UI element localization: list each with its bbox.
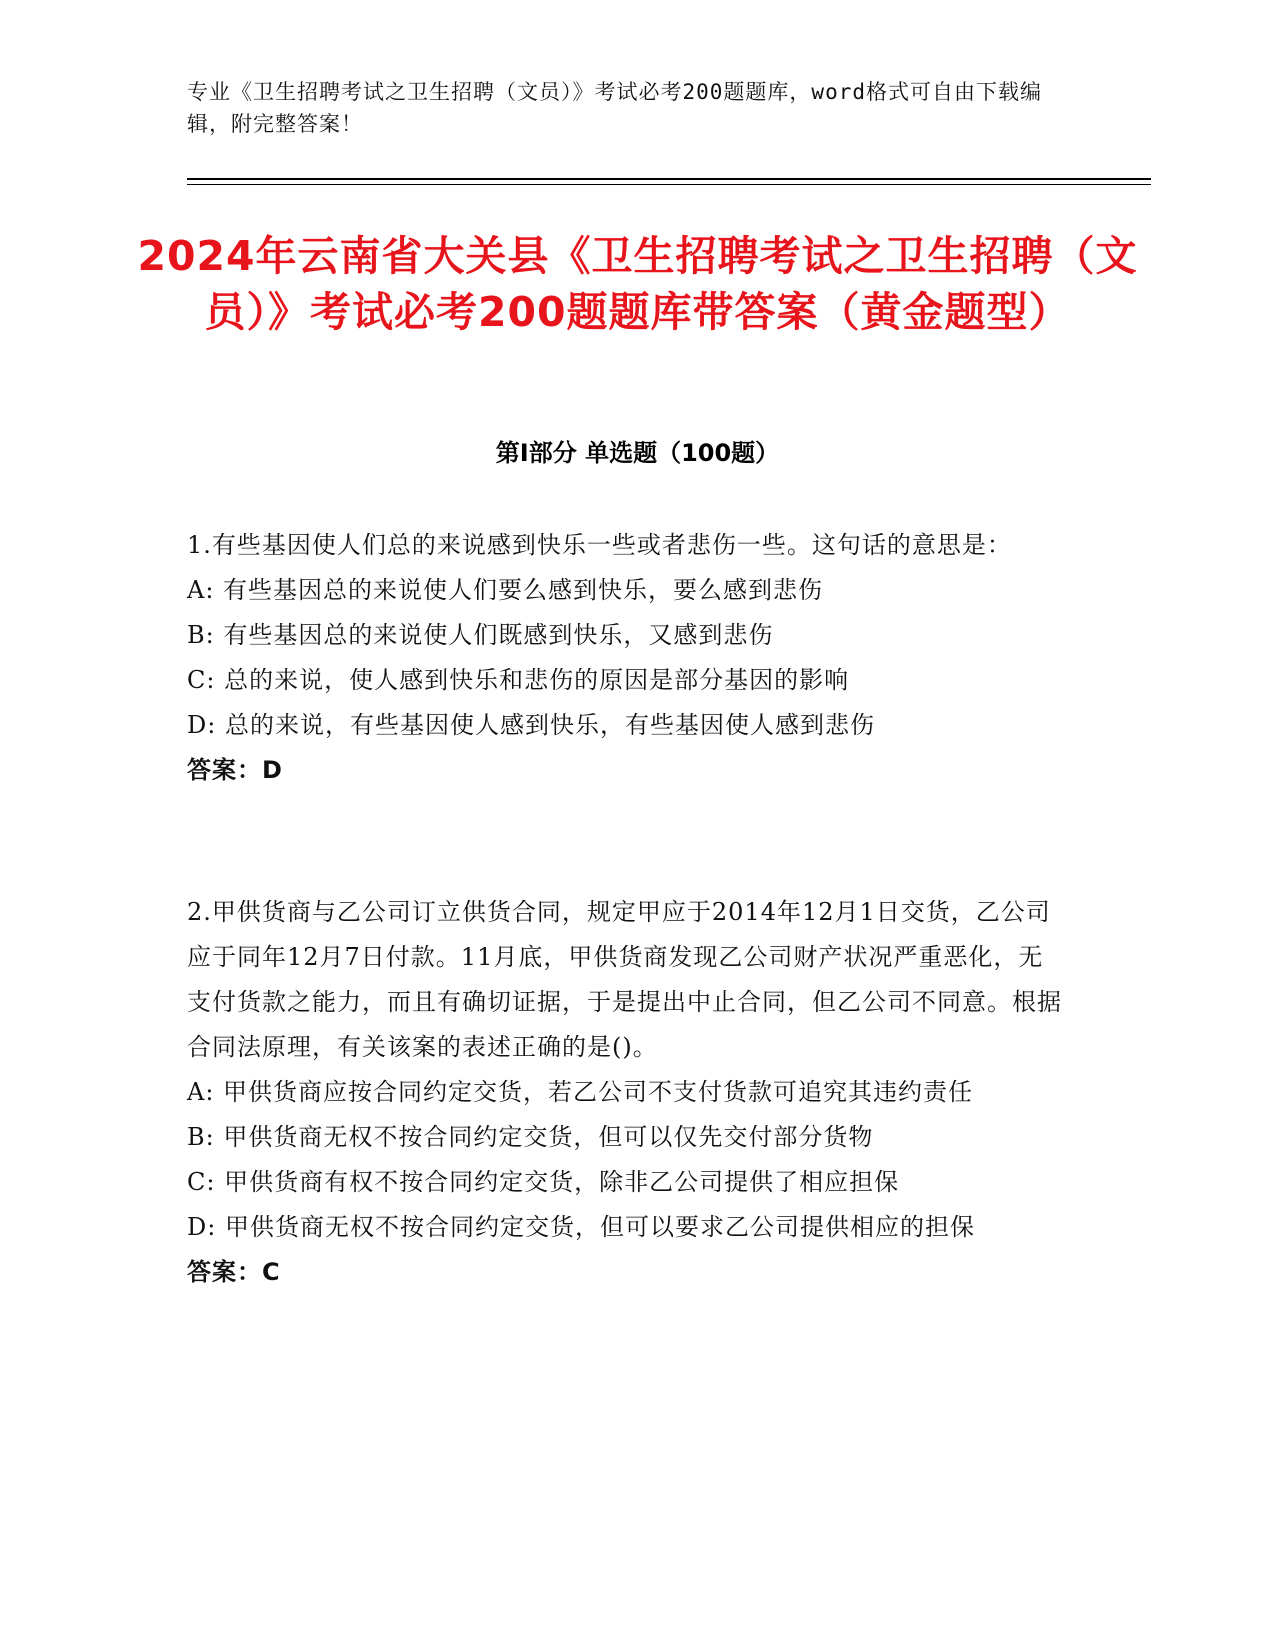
question-1	[187, 523, 1067, 793]
question-stem: 1.有些基因使人们总的来说感到快乐一些或者悲伤一些。这句话的意思是：	[187, 531, 1012, 559]
option-d: D: 总的来说，有些基因使人感到快乐，有些基因使人感到悲伤	[187, 711, 875, 739]
option-a: A: 甲供货商应按合同约定交货，若乙公司不支付货款可追究其违约责任	[187, 1078, 974, 1106]
header-divider-thick	[187, 178, 1151, 180]
document-title: 2024年云南省大关县《卫生招聘考试之卫生招聘（文员）》考试必考200题题库带答案（黄金题型）	[137, 232, 1138, 336]
option-b: B: 有些基因总的来说使人们既感到快乐，又感到悲伤	[187, 621, 774, 649]
question-2	[187, 890, 1067, 1295]
section-heading: 第I部分 单选题（100题）	[495, 439, 780, 467]
option-d: D: 甲供货商无权不按合同约定交货，但可以要求乙公司提供相应的担保	[187, 1213, 975, 1241]
header-divider-thin	[187, 184, 1151, 185]
option-a: A: 有些基因总的来说使人们要么感到快乐，要么感到悲伤	[187, 576, 824, 604]
option-c: C: 甲供货商有权不按合同约定交货，除非乙公司提供了相应担保	[187, 1168, 900, 1196]
option-b: B: 甲供货商无权不按合同约定交货，但可以仅先交付部分货物	[187, 1123, 874, 1151]
header-note: 专业《卫生招聘考试之卫生招聘（文员）》考试必考200题题库，word格式可自由下载编辑，附完整答案！	[187, 80, 1042, 136]
question-stem: 2.甲供货商与乙公司订立供货合同，规定甲应于2014年12月1日交货，乙公司应于同年12月7日付款。11月底，甲供货商发现乙公司财产状况严重恶化，无支付货款之能力，而且有确切证据，于是提出中止合同，但乙公司不同意。根据合同法原理，有关该案的表述正确的是()。	[187, 898, 1062, 1061]
answer-line: 答案：D	[187, 756, 283, 784]
answer-line: 答案：C	[187, 1258, 281, 1286]
option-c: C: 总的来说，使人感到快乐和悲伤的原因是部分基因的影响	[187, 666, 850, 694]
